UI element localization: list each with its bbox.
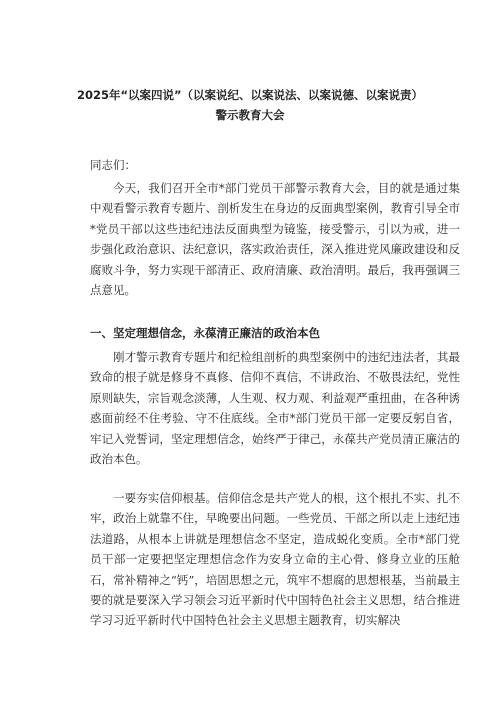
paragraph-intro: 今天，我们召开全市*部门党员干部警示教育大会，目的就是通过集中观看警示教育专题片、剖析发生在身边的反面典型案例，教育引导全市*党员干部以这些违纪违法反面典型为镜鉴，接受警示，引以为戒，进一步强化政治意识、法纪意识，落实政治责任，深入推进党风廉政建设和反腐败斗争，努力实现干部清正、政府清廉、政治清明。最后，我再强调三点意见。 xyxy=(90,181,460,298)
greeting: 同志们： xyxy=(90,158,136,172)
document-title-line2: 警示教育大会 xyxy=(215,108,285,122)
paragraph-section1-point1: 一要夯实信仰根基。信仰信念是共产党人的根，这个根扎不实、扎不牢，政治上就靠不住，早晚要出问题。一些党员、干部之所以走上违纪违法道路，从根本上讲就是理想信念不坚定，造成蜕化变质。全市*部门党员干部一定要把坚定理想信念作为安身立命的主心骨、修身立业的压舱石，常补精神之“钙”，培固思想之元，筑牢不想腐的思想根基，当前最主要的就是要深入学习领会习近平新时代中国特色社会主义思想，结合推进学习习近平新时代中国特色社会主义思想主题教育，切实解决 xyxy=(90,491,460,628)
section-heading-1: 一、坚定理想信念，永葆清正廉洁的政治本色 xyxy=(90,326,320,340)
document-title-line1: 2025年“以案四说”（以案说纪、以案说法、以案说德、以案说责） xyxy=(76,88,424,102)
paragraph-section1-intro: 刚才警示教育专题片和纪检组剖析的典型案例中的违纪违法者，其最致命的根子就是修身不真修、信仰不真信，不讲政治、不敬畏法纪，党性原则缺失，宗旨观念淡薄，人生观、权力观、利益观严重扭曲，在各种诱惑面前经不住考验、守不住底线。全市*部门党员干部一定要反躬自省，牢记入党誓词，坚定理想信念，始终严于律己，永葆共产党员清正廉洁的政治本色。 xyxy=(90,350,460,467)
